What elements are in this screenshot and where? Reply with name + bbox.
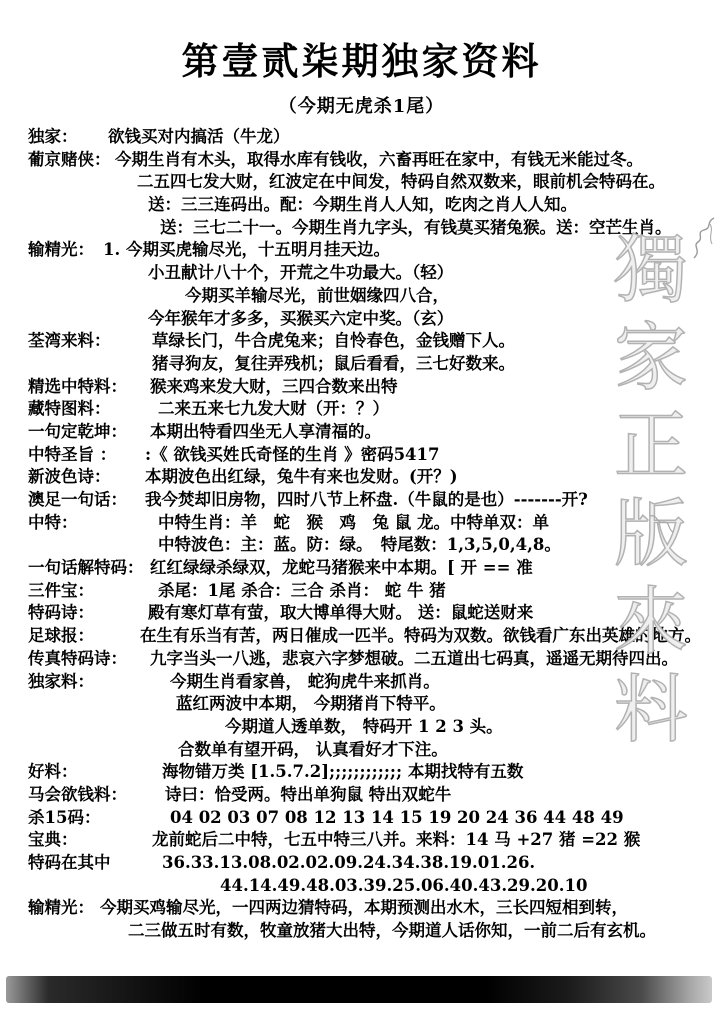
text-line: [0, 534, 723, 557]
line-text: 猴来鸡来发大财，三四合数来出特: [150, 376, 398, 396]
line-text: 本期波色出红绿，兔牛有来也发财。(开？): [145, 467, 458, 487]
text-line: [0, 852, 723, 875]
text-line: [0, 716, 723, 739]
line-text: 二五四七发大财，红波定在中间发，特码自然双数来，眼前机会特码在。: [137, 172, 665, 192]
line-text: 草绿长门，牛合虎兔来；自怜春色，金钱赠下人。: [152, 331, 515, 351]
line-text: 04 02 03 07 08 12 13 14 15 19 20 24 36 44 48 49: [170, 807, 624, 827]
line-label: 藏特图料：: [28, 399, 111, 419]
text-line: [0, 897, 723, 920]
line-text: 1. 今期买虎输尽光，十五明月挂天边。: [103, 240, 390, 260]
text-line: [0, 239, 723, 262]
text-line: [0, 398, 723, 421]
line-text: 36.33.13.08.02.02.09.24.34.38.19.01.26.: [162, 853, 536, 872]
line-label: 荃湾来料：: [28, 331, 111, 351]
text-line: [0, 580, 723, 603]
text-line: [0, 421, 723, 444]
line-label: 宝典：: [28, 830, 78, 850]
line-text: 小丑献计八十个，开荒之牛功最大。（轻）: [148, 263, 454, 283]
line-text: 龙前蛇后二中特，七五中特三八并。来料：14 马 +27 猪 =22 猴: [152, 830, 641, 850]
text-line: [0, 602, 723, 625]
line-text: 今期买鸡输尽光，一四两边猜特码，本期预测出水木，三长四短相到转，: [100, 898, 628, 918]
text-line: [0, 693, 723, 716]
watermark-text: 獨家正版來料: [602, 230, 688, 758]
text-line: [0, 875, 723, 898]
text-line: [0, 807, 723, 830]
line-label: 中特：: [28, 512, 78, 532]
line-label: 中特圣旨 ：: [28, 444, 117, 464]
text-body: [0, 126, 723, 943]
line-text: 今期生肖看家兽， 蛇狗虎牛来抓肖。: [170, 671, 440, 691]
text-line: [0, 308, 723, 331]
line-text: 二来五来七九发大财（开：？）: [158, 399, 389, 419]
line-label: 精选中特料：: [28, 376, 127, 396]
line-text: 中特生肖：羊 蛇 猴 鸡 兔 鼠 龙。中特单双：单: [158, 512, 549, 532]
line-text: 在生有乐当有苦，两日催成一匹半。特码为双数。欲钱看广东出英雄的地方。: [140, 626, 701, 646]
scribble-icon: [648, 512, 674, 534]
line-text: 海物错万类 [1.5.7.2];;;;;;;;;;;; 本期找特有五数: [162, 762, 524, 782]
line-text: 我今焚却旧房物，四时八节上杯盘.（牛鼠的是也）-------开?: [145, 490, 588, 509]
line-label: 传真特码诗：: [28, 648, 127, 668]
line-label: 葡京赌侠：: [28, 149, 111, 169]
text-line: [0, 784, 723, 807]
text-line: [0, 194, 723, 217]
text-line: [0, 376, 723, 399]
line-text: 杀尾：1尾 杀合：三合 杀肖： 蛇 牛 猪: [158, 580, 446, 600]
text-line: [0, 648, 723, 671]
line-text: 二三做五时有数，牧童放猪大出特，今期道人话你知，一前二后有玄机。: [128, 921, 656, 941]
text-line: [0, 262, 723, 285]
line-label: 特码在其中: [28, 853, 111, 872]
text-line: [0, 739, 723, 762]
line-text: 欲钱买对内搞活（牛龙）: [108, 127, 290, 146]
line-text: 今期生肖有木头，取得水库有钱收，六畜再旺在家中，有钱无米能过冬。: [115, 149, 643, 169]
text-line: [0, 671, 723, 694]
line-label: 独家：: [28, 127, 78, 146]
text-line: [0, 920, 723, 943]
text-line: [0, 149, 723, 172]
line-label: 一句话解特码：: [28, 558, 144, 578]
line-label: 澳足一句话：: [28, 490, 127, 509]
scribble-icon: [684, 214, 720, 262]
text-line: [0, 829, 723, 852]
line-text: 今年猴年才多多，买猴买六定中奖。（玄）: [148, 308, 454, 328]
line-text: 今期道人透单数， 特码开 1 2 3 头。: [225, 716, 503, 736]
line-text: 中特波色：主：蓝。防：绿。 特尾数：1,3,5,0,4,8。: [158, 535, 561, 555]
line-label: 杀15码：: [28, 807, 101, 827]
line-label: 足球报：: [28, 626, 94, 646]
line-text: 本期出特看四坐无人享清福的。: [150, 421, 381, 441]
text-line: [0, 466, 723, 489]
line-label: 新波色诗：: [28, 467, 111, 487]
line-text: :《 欲钱买姓氏奇怪的生肖 》密码5417: [145, 444, 440, 464]
line-label: 输精光：: [28, 240, 94, 260]
page-title: 第壹贰柒期独家资料: [181, 39, 542, 83]
line-text: 殿有寒灯草有萤，取大博单得大财。 送：鼠蛇送财来: [148, 603, 534, 623]
text-line: [0, 444, 723, 467]
line-label: 输精光：: [28, 898, 94, 918]
scan-artifact-bar: [6, 976, 712, 1003]
line-text: 今期买羊输尽光，前世姻缘四八合，: [185, 285, 449, 305]
text-line: [0, 330, 723, 353]
line-label: 好料：: [28, 762, 78, 782]
line-label: 马会欲钱料：: [28, 784, 127, 804]
line-text: 合数单有望开码， 认真看好才下注。: [178, 739, 448, 759]
line-label: 三件宝：: [28, 580, 94, 600]
line-text: 44.14.49.48.03.39.25.06.40.43.29.20.10: [220, 875, 588, 895]
line-text: 送：三三连码出。配：今期生肖人人知，吃肉之肖人人知。: [148, 195, 577, 215]
line-text: 猪寻狗友，复往弄残机；鼠后看看，三七好数来。: [152, 353, 515, 373]
line-text: 诗曰：恰受两。特出单狗鼠 特出双蛇牛: [165, 784, 452, 804]
text-line: [0, 217, 723, 240]
line-text: 送：三七二十一。今期生肖九字头，有钱莫买猪兔猴。送：空芒生肖。: [160, 217, 672, 237]
line-label: 特码诗：: [28, 603, 94, 623]
text-line: [0, 171, 723, 194]
text-line: [0, 625, 723, 648]
line-text: 蓝红两波中本期， 今期猪肖下特平。: [176, 694, 446, 714]
text-line: [0, 285, 723, 308]
line-label: 一句定乾坤：: [28, 421, 127, 441]
text-line: [0, 512, 723, 535]
line-label: 独家料：: [28, 671, 94, 691]
line-text: 红红绿绿杀绿双，龙蛇马猪猴来中本期。[ 开 == 准: [150, 558, 533, 578]
text-line: [0, 489, 723, 512]
text-line: [0, 557, 723, 580]
page-subtitle: （今期无虎杀1尾）: [278, 95, 445, 117]
text-line: [0, 761, 723, 784]
line-text: 九字当头一八逃，悲哀六字梦想破。二五道出七码真，遥遥无期待四出。: [150, 648, 678, 668]
text-line: [0, 353, 723, 376]
text-line: [0, 126, 723, 149]
